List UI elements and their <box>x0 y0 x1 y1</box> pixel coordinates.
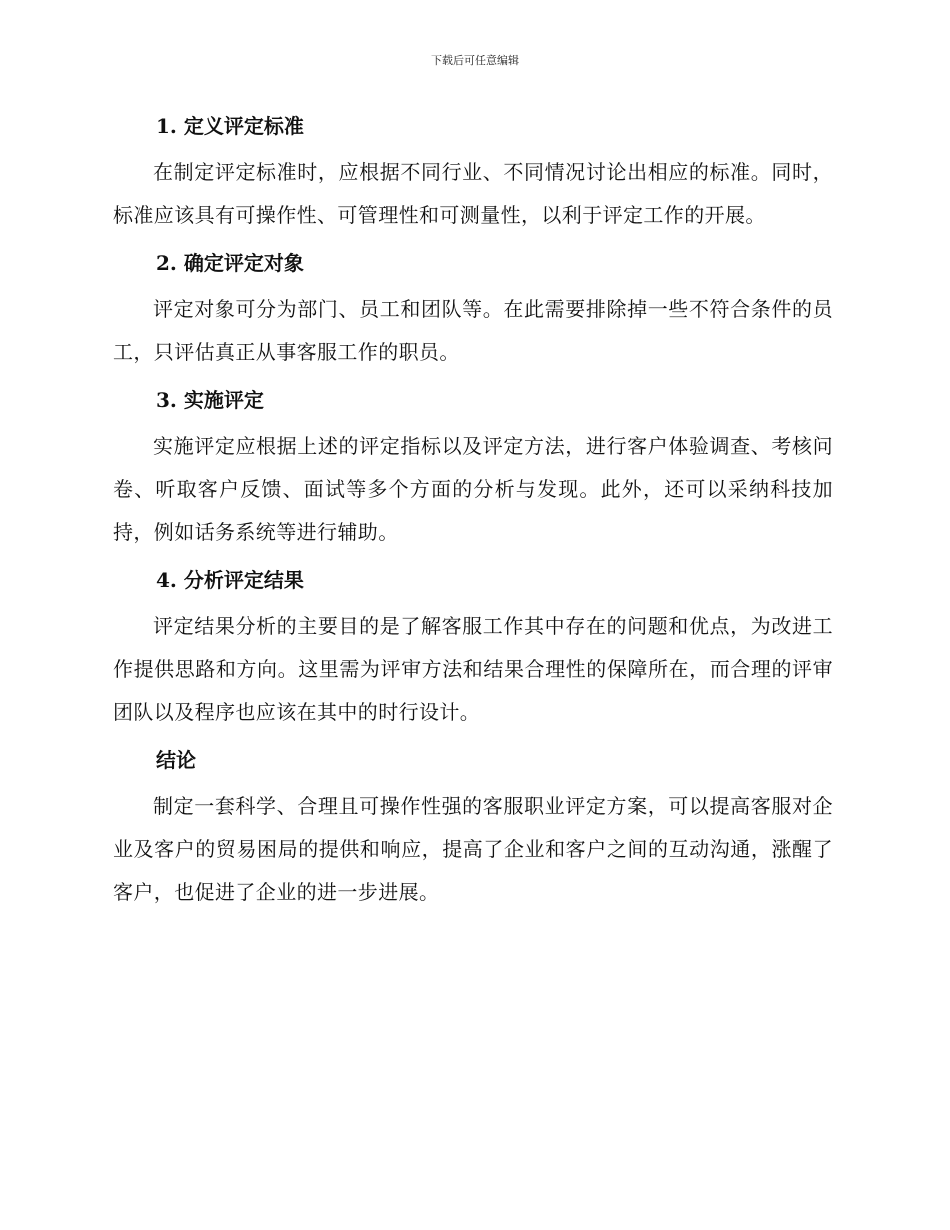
section-paragraph-2: 评定对象可分为部门、员工和团队等。在此需要排除掉一些不符合条件的员工，只评估真正从事客服工作的职员。 <box>113 297 833 364</box>
section-heading-4: 4. 分析评定结果 <box>156 568 304 592</box>
section-heading-3: 3. 实施评定 <box>156 388 264 412</box>
section-paragraph-1: 在制定评定标准时，应根据不同行业、不同情况讨论出相应的标准。同时，标准应该具有可操作性、可管理性和可测量性，以利于评定工作的开展。 <box>113 160 833 227</box>
conclusion-paragraph: 制定一套科学、合理且可操作性强的客服职业评定方案，可以提高客服对企业及客户的贸易困局的提供和响应，提高了企业和客户之间的互动沟通，涨醒了客户，也促进了企业的进一步进展。 <box>113 794 833 904</box>
section-paragraph-4: 评定结果分析的主要目的是了解客服工作其中存在的问题和优点，为改进工作提供思路和方向。这里需为评审方法和结果合理性的保障所在，而合理的评审团队以及程序也应该在其中的时行设计。 <box>113 614 833 724</box>
conclusion-heading: 结论 <box>156 748 196 772</box>
section-heading-1: 1. 定义评定标准 <box>156 114 304 138</box>
page-header: 下载后可任意编辑 <box>431 54 519 67</box>
document-body <box>113 110 833 914</box>
section-paragraph-3: 实施评定应根据上述的评定指标以及评定方法，进行客户体验调查、考核问卷、听取客户反馈、面试等多个方面的分析与发现。此外，还可以采纳科技加持，例如话务系统等进行辅助。 <box>113 434 833 544</box>
section-heading-2: 2. 确定评定对象 <box>156 251 304 275</box>
